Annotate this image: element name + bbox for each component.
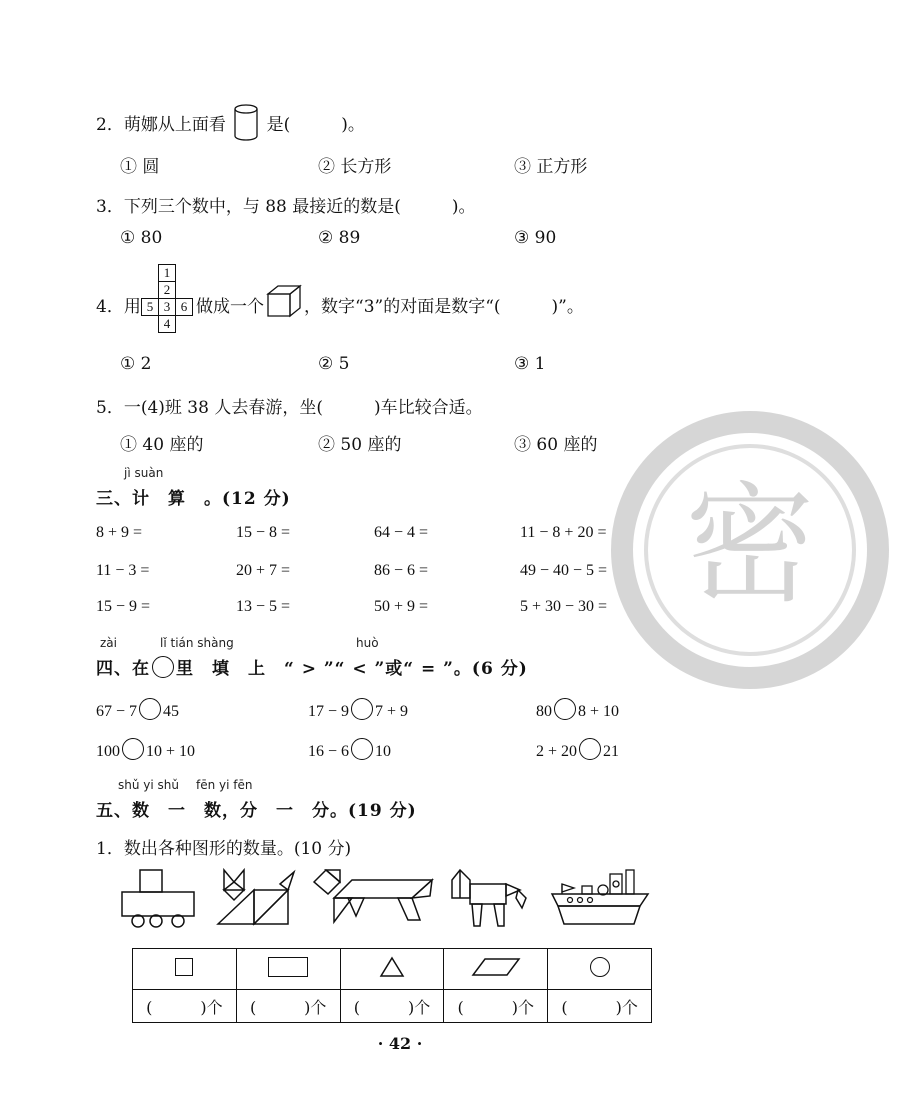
q4-option-2: ② 5 — [318, 354, 350, 374]
sec5-pinyin: fēn yi fēn — [196, 778, 253, 792]
calc-item: 5 + 30 − 30 = — [520, 598, 608, 615]
sec3-pinyin: jì suàn — [124, 466, 164, 480]
net-cell: 4 — [158, 315, 176, 333]
count-blank[interactable]: ( )个 — [133, 990, 237, 1023]
sec5-q1: 1．数出各种图形的数量。(10 分) — [96, 839, 352, 859]
q3-option-3: ③ 90 — [514, 228, 557, 248]
circle-icon — [152, 656, 174, 678]
calc-item: 15 − 8 = — [236, 524, 291, 541]
compare-item: 17 − 9 7 + 9 — [308, 698, 408, 721]
compare-item: 100 10 + 10 — [96, 738, 195, 761]
circle-icon — [590, 957, 610, 977]
square-icon — [175, 958, 193, 976]
q5-option-1: ① 40 座的 — [120, 435, 204, 455]
calc-item: 13 − 5 = — [236, 598, 291, 615]
count-blank[interactable]: ( )个 — [340, 990, 444, 1023]
count-blank[interactable]: ( )个 — [236, 990, 340, 1023]
q3-stem: 3．下列三个数中，与 88 最接近的数是( )。 — [96, 197, 476, 217]
calc-item: 11 − 3 = — [96, 562, 150, 579]
net-cell: 1 — [158, 264, 176, 282]
count-blank[interactable]: ( )个 — [548, 990, 652, 1023]
compare-item: 16 − 6 10 — [308, 738, 391, 761]
sec4-pinyin: huò — [356, 636, 379, 650]
page-number: · 42 · — [377, 1034, 423, 1053]
compare-circle[interactable] — [579, 738, 601, 760]
compare-item: 80 8 + 10 — [536, 698, 619, 721]
calc-item: 86 − 6 = — [374, 562, 429, 579]
compare-circle[interactable] — [351, 698, 373, 720]
sec4-title: 四、在 里 填 上 “ > ”“ < ”或“ = ”。(6 分) — [96, 654, 528, 679]
rectangle-icon — [268, 957, 308, 977]
shape-count-table — [132, 948, 652, 1023]
ship-figure — [548, 866, 660, 930]
compare-circle[interactable] — [139, 698, 161, 720]
shape-header — [133, 949, 237, 990]
compare-item: 67 − 7 45 — [96, 698, 179, 721]
q4-suffix: ，数字“3”的对面是数字“( )”。 — [304, 297, 584, 317]
cat-figure — [214, 866, 296, 928]
shape-header — [548, 949, 652, 990]
q2-option-2: ② 长方形 — [318, 157, 392, 177]
shape-header — [444, 949, 548, 990]
dog-figure — [312, 866, 436, 928]
confidential-stamp — [600, 400, 900, 700]
q2-stem: 2．萌娜从上面看 是( )。 — [96, 104, 365, 142]
q3-option-1: ① 80 — [120, 228, 163, 248]
sec4-pinyin: zài — [100, 636, 117, 650]
cube-icon — [266, 284, 302, 318]
cylinder-icon — [233, 104, 259, 142]
sec3-title: 三、计 算 。(12 分) — [96, 489, 291, 509]
q4-option-1: ① 2 — [120, 354, 152, 374]
net-cell: 3 — [158, 298, 176, 316]
calc-item: 8 + 9 = — [96, 524, 143, 541]
car-figure — [118, 866, 198, 928]
sec4-pinyin: lǐ tián shàng — [160, 636, 234, 650]
calc-item: 49 − 40 − 5 = — [520, 562, 608, 579]
net-cell: 2 — [158, 281, 176, 299]
shape-header — [236, 949, 340, 990]
net-cell: 6 — [175, 298, 193, 316]
calc-item: 20 + 7 = — [236, 562, 291, 579]
cube-net — [140, 264, 204, 336]
calc-item: 50 + 9 = — [374, 598, 429, 615]
q2-option-1: ① 圆 — [120, 157, 160, 177]
triangle-icon — [379, 956, 405, 978]
calc-item: 15 − 9 = — [96, 598, 151, 615]
compare-circle[interactable] — [351, 738, 373, 760]
compare-circle[interactable] — [554, 698, 576, 720]
calc-item: 11 − 8 + 20 = — [520, 524, 607, 541]
shape-header — [340, 949, 444, 990]
stamp-text: 密 — [684, 469, 816, 621]
compare-item: 2 + 20 21 — [536, 738, 619, 761]
parallelogram-icon — [471, 957, 521, 977]
q3-option-2: ② 89 — [318, 228, 361, 248]
count-blank[interactable]: ( )个 — [444, 990, 548, 1023]
sec5-title: 五、数 一 数，分 一 分。(19 分) — [96, 801, 417, 821]
net-cell: 5 — [141, 298, 159, 316]
calc-item: 64 − 4 = — [374, 524, 429, 541]
q4-prefix: 4．用 — [96, 297, 141, 317]
compare-circle[interactable] — [122, 738, 144, 760]
q5-stem: 5．一(4)班 38 人去春游，坐( )车比较合适。 — [96, 398, 483, 418]
q2-option-3: ③ 正方形 — [514, 157, 588, 177]
q5-option-2: ② 50 座的 — [318, 435, 402, 455]
horse-figure — [446, 866, 530, 930]
q4-middle: 做成一个 — [196, 297, 264, 317]
sec5-pinyin: shǔ yi shǔ — [118, 778, 179, 792]
q5-option-3: ③ 60 座的 — [514, 435, 598, 455]
q4-option-3: ③ 1 — [514, 354, 546, 374]
